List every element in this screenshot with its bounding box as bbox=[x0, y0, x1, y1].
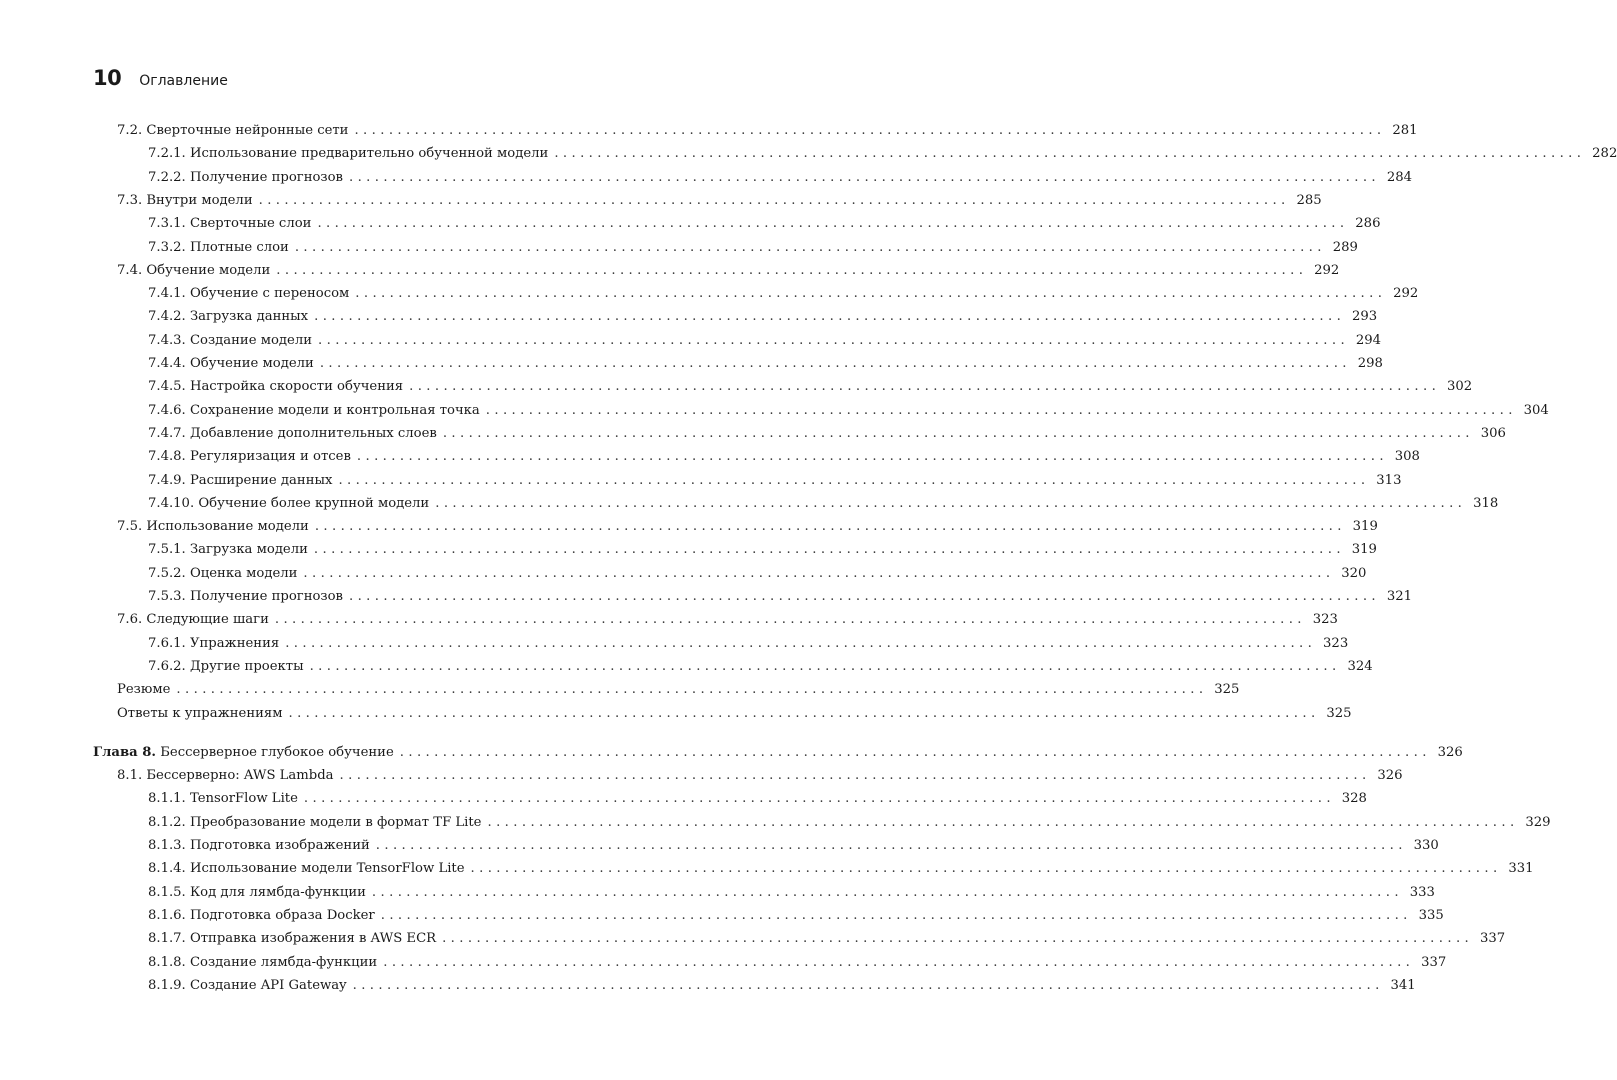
toc-dot-leader: ........................................................................................................................ bbox=[288, 705, 1320, 721]
toc-chapter-prefix: Глава 8. bbox=[93, 744, 157, 760]
toc-subsection-entry bbox=[148, 284, 1419, 304]
toc-dot-leader: ........................................................................................................................ bbox=[314, 309, 1346, 325]
toc-entry-title: 8.1. Бессерверно: AWS Lambda bbox=[117, 768, 334, 784]
toc-entry-title: 7.4.2. Загрузка данных bbox=[148, 309, 309, 325]
toc-page-number: 321 bbox=[1386, 589, 1413, 604]
toc-entry-title: 8.1.6. Подготовка образа Docker bbox=[148, 907, 375, 923]
toc-dot-leader: ........................................................................................................................ bbox=[435, 495, 1467, 511]
toc-entry-title: 7.5.2. Оценка модели bbox=[148, 565, 298, 581]
toc-section-entry bbox=[117, 261, 1340, 281]
toc-section-entry bbox=[117, 121, 1418, 141]
toc-dot-leader: ........................................................................................................................ bbox=[442, 425, 1474, 441]
toc-subsection-entry bbox=[148, 238, 1358, 258]
toc-entry-title: 7.4.10. Обучение более крупной модели bbox=[148, 495, 430, 511]
toc-entry-title: 7.4.3. Создание модели bbox=[148, 332, 313, 348]
toc-subsection-entry bbox=[148, 953, 1447, 973]
toc-subsection-entry bbox=[148, 307, 1378, 327]
toc-section-entry bbox=[117, 704, 1352, 724]
toc-subsection-entry bbox=[148, 789, 1367, 809]
toc-subsection-entry bbox=[148, 494, 1499, 514]
toc-entry-title: 7.5.1. Загрузка модели bbox=[148, 542, 308, 558]
toc-entry-title: 8.1.4. Использование модели TensorFlow Lite bbox=[148, 861, 465, 877]
toc-entry-title: 7.6.1. Упражнения bbox=[148, 635, 280, 651]
toc-subsection-entry bbox=[148, 587, 1413, 607]
toc-dot-leader: ........................................................................................................................ bbox=[485, 402, 1517, 418]
toc-dot-leader: ........................................................................................................................ bbox=[383, 954, 1415, 970]
toc-subsection-entry bbox=[148, 214, 1381, 234]
toc-page-number: 320 bbox=[1341, 565, 1367, 581]
toc-entry-title: 7.4.4. Обучение модели bbox=[148, 356, 314, 371]
toc-dot-leader: ........................................................................................................................ bbox=[380, 907, 1412, 923]
toc-subsection-entry bbox=[148, 144, 1617, 164]
toc-dot-leader: ........................................................................................................................ bbox=[303, 565, 1335, 581]
toc-entry-title: 7.6. Следующие шаги bbox=[117, 612, 269, 628]
toc-page-number: 286 bbox=[1355, 216, 1381, 232]
toc-dot-leader: ........................................................................................................................ bbox=[354, 123, 1386, 138]
toc-entry-title: 7.2.1. Использование предварительно обученной модели bbox=[148, 146, 549, 162]
toc-dot-leader: ........................................................................................................................ bbox=[303, 791, 1335, 807]
toc-entry-title: 8.1.8. Создание лямбда-функции bbox=[148, 954, 378, 970]
toc-page-number: 293 bbox=[1351, 309, 1378, 325]
toc-entry-title: 8.1.7. Отправка изображения в AWS ECR bbox=[148, 931, 437, 947]
toc-page-number: 304 bbox=[1523, 402, 1549, 418]
toc-chapter-entry bbox=[93, 743, 1463, 763]
toc-subsection-entry bbox=[148, 836, 1439, 856]
toc-dot-leader: ........................................................................................................................ bbox=[294, 239, 1326, 255]
toc-dot-leader: ........................................................................................................................ bbox=[319, 356, 1351, 371]
toc-dot-leader: ........................................................................................................................ bbox=[339, 768, 1371, 784]
toc-subsection-entry bbox=[148, 657, 1373, 677]
toc-entry-title: 8.1.5. Код для лямбда-функции bbox=[148, 884, 366, 900]
toc-entry-title: 8.1.9. Создание API Gateway bbox=[148, 977, 347, 993]
toc-subsection-entry bbox=[148, 540, 1377, 560]
toc-page-number: 337 bbox=[1479, 931, 1506, 947]
toc-dot-leader: ........................................................................................................................ bbox=[470, 861, 1502, 877]
page-header bbox=[93, 66, 228, 90]
toc-page-number: 326 bbox=[1437, 744, 1463, 760]
toc-entry-title: 7.3.1. Сверточные слои bbox=[148, 216, 312, 232]
toc-chapter-title: Бессерверное глубокое обучение bbox=[160, 744, 394, 760]
toc-page-number: 325 bbox=[1326, 705, 1352, 721]
toc-page-number: 337 bbox=[1421, 954, 1447, 970]
toc-page-number: 330 bbox=[1413, 838, 1439, 853]
toc-section-entry bbox=[117, 680, 1240, 700]
toc-dot-leader: ........................................................................................................................ bbox=[399, 744, 1431, 760]
toc-entry-title: 7.4.9. Расширение данных bbox=[148, 472, 333, 488]
toc-dot-leader: ........................................................................................................................ bbox=[274, 612, 1306, 628]
toc-dot-leader: ........................................................................................................................ bbox=[338, 472, 1370, 488]
toc-entry-title: 7.5. Использование модели bbox=[117, 519, 309, 535]
toc-entry-title: Резюме bbox=[117, 682, 171, 698]
toc-entry-title: 8.1.3. Подготовка изображений bbox=[148, 838, 370, 853]
toc-page-number: 319 bbox=[1352, 519, 1378, 535]
toc-dot-leader: ........................................................................................................................ bbox=[314, 519, 1346, 535]
toc-section-entry bbox=[117, 610, 1338, 630]
toc-page-number: 325 bbox=[1214, 682, 1240, 698]
toc-subsection-entry bbox=[148, 401, 1549, 421]
toc-page-number: 331 bbox=[1508, 861, 1534, 877]
toc-dot-leader: ........................................................................................................................ bbox=[348, 589, 1381, 604]
toc-entry-title: 8.1.1. TensorFlow Lite bbox=[148, 791, 298, 807]
toc-entry-title: 7.2. Сверточные нейронные сети bbox=[117, 123, 349, 138]
toc-dot-leader: ........................................................................................................................ bbox=[409, 379, 1441, 395]
toc-subsection-entry bbox=[148, 424, 1506, 444]
toc-subsection-entry bbox=[148, 564, 1367, 584]
toc-subsection-entry bbox=[148, 929, 1506, 949]
toc-page-number: 289 bbox=[1332, 239, 1358, 255]
toc-page-number: 302 bbox=[1446, 379, 1473, 395]
toc-page-number: 333 bbox=[1409, 884, 1435, 900]
toc-dot-leader: ........................................................................................................................ bbox=[276, 262, 1308, 278]
toc-dot-leader: ........................................................................................................................ bbox=[313, 542, 1345, 558]
toc-page-number: 298 bbox=[1357, 356, 1383, 371]
toc-entry-title: 7.5.3. Получение прогнозов bbox=[148, 589, 343, 604]
toc-subsection-entry bbox=[148, 331, 1382, 351]
toc-page-number: 282 bbox=[1592, 146, 1617, 162]
toc-entry-title: 8.1.2. Преобразование модели в формат TF Lite bbox=[148, 814, 482, 830]
toc-page-number: 326 bbox=[1377, 768, 1403, 784]
toc-page-number: 308 bbox=[1394, 449, 1420, 465]
toc-subsection-entry bbox=[148, 906, 1444, 926]
toc-entry-title: 7.4.5. Настройка скорости обучения bbox=[148, 379, 404, 395]
toc-dot-leader: ........................................................................................................................ bbox=[352, 977, 1384, 993]
running-title: Оглавление bbox=[139, 73, 228, 89]
toc-page-number: 323 bbox=[1312, 612, 1338, 628]
toc-dot-leader: ........................................................................................................................ bbox=[355, 286, 1387, 302]
toc-page-number: 285 bbox=[1296, 192, 1322, 208]
toc-subsection-entry bbox=[148, 447, 1420, 467]
toc-page-number: 281 bbox=[1392, 123, 1418, 138]
toc-page-number: 324 bbox=[1347, 658, 1373, 674]
toc-entry-title bbox=[93, 743, 394, 763]
toc-dot-leader: ........................................................................................................................ bbox=[285, 635, 1317, 651]
toc-entry-title: 7.4. Обучение модели bbox=[117, 262, 271, 278]
toc-page-number: 328 bbox=[1341, 791, 1367, 807]
toc-dot-leader: ........................................................................................................................ bbox=[317, 216, 1349, 232]
toc-subsection-entry bbox=[148, 883, 1435, 903]
toc-section-entry bbox=[117, 766, 1403, 786]
toc-page-number: 323 bbox=[1323, 635, 1349, 651]
toc-dot-leader: ........................................................................................................................ bbox=[554, 146, 1586, 162]
toc-entry-title: 7.4.6. Сохранение модели и контрольная точка bbox=[148, 402, 480, 418]
toc-dot-leader: ........................................................................................................................ bbox=[356, 449, 1388, 465]
toc-dot-leader: ........................................................................................................................ bbox=[371, 884, 1403, 900]
toc-page-number: 341 bbox=[1390, 977, 1416, 993]
toc-subsection-entry bbox=[148, 976, 1416, 996]
toc-entry-title: 7.4.1. Обучение с переносом bbox=[148, 286, 350, 302]
toc-dot-leader: ........................................................................................................................ bbox=[258, 192, 1290, 208]
toc-section-entry bbox=[117, 517, 1378, 537]
toc-subsection-entry bbox=[148, 813, 1551, 833]
toc-page-number: 294 bbox=[1355, 332, 1382, 348]
toc-entry-title: 7.4.8. Регуляризация и отсев bbox=[148, 449, 351, 465]
toc-subsection-entry bbox=[148, 859, 1534, 879]
toc-page-number: 318 bbox=[1473, 495, 1499, 511]
toc-page-number: 284 bbox=[1386, 169, 1413, 185]
toc-subsection-entry bbox=[148, 354, 1383, 374]
toc-entry-title: 7.3. Внутри модели bbox=[117, 192, 253, 208]
toc-subsection-entry bbox=[148, 471, 1402, 491]
toc-page-number: 313 bbox=[1376, 472, 1402, 488]
toc-page-number: 335 bbox=[1418, 907, 1444, 923]
toc-dot-leader: ........................................................................................................................ bbox=[442, 931, 1474, 947]
toc-dot-leader: ........................................................................................................................ bbox=[309, 658, 1341, 674]
toc-subsection-entry bbox=[148, 377, 1473, 397]
toc-page-number: 292 bbox=[1314, 262, 1340, 278]
toc-page-number: 306 bbox=[1480, 425, 1506, 441]
toc-entry-title: 7.6.2. Другие проекты bbox=[148, 658, 304, 674]
toc-dot-leader: ........................................................................................................................ bbox=[176, 682, 1208, 698]
toc-entry-title: Ответы к упражнениям bbox=[117, 705, 283, 721]
page-number: 10 bbox=[93, 66, 122, 90]
toc-entry-title: 7.2.2. Получение прогнозов bbox=[148, 169, 343, 185]
toc-page-number: 329 bbox=[1525, 814, 1551, 830]
toc-page-number: 292 bbox=[1393, 286, 1419, 302]
toc-subsection-entry bbox=[148, 634, 1349, 654]
toc-dot-leader: ........................................................................................................................ bbox=[348, 169, 1381, 185]
toc-subsection-entry bbox=[148, 168, 1413, 188]
toc-dot-leader: ........................................................................................................................ bbox=[318, 332, 1350, 348]
toc-entry-title: 7.3.2. Плотные слои bbox=[148, 239, 289, 255]
toc-dot-leader: ........................................................................................................................ bbox=[487, 814, 1519, 830]
toc-entry-title: 7.4.7. Добавление дополнительных слоев bbox=[148, 425, 437, 441]
toc-section-entry bbox=[117, 191, 1322, 211]
toc-page-number: 319 bbox=[1351, 542, 1377, 558]
toc-dot-leader: ........................................................................................................................ bbox=[375, 838, 1407, 853]
